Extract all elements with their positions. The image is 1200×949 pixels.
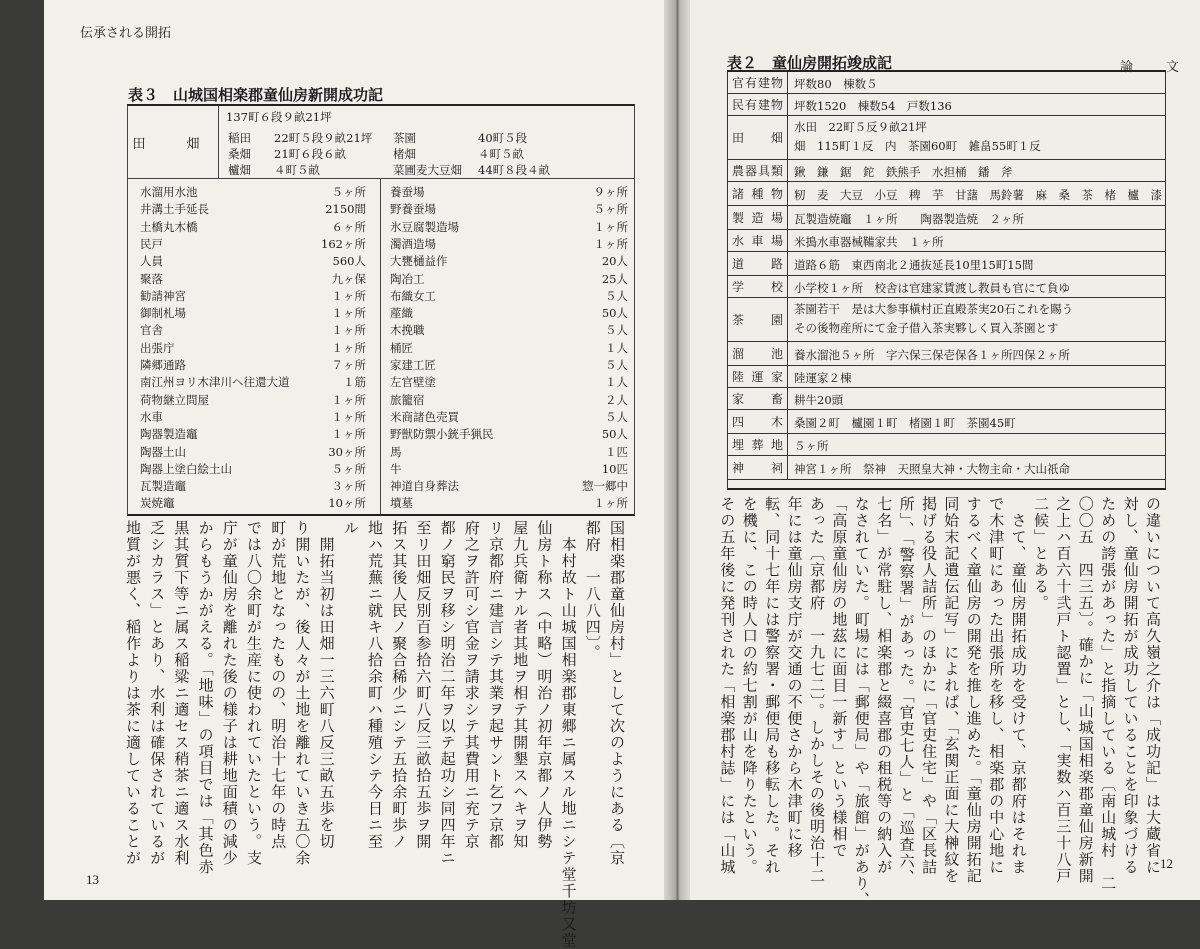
table2-row [728, 456, 1165, 480]
crop-value: 22町５段９畝21坪 [274, 131, 373, 145]
table3-item-value: １ヶ所 [593, 496, 628, 511]
table3-item-value: １筋 [343, 375, 366, 390]
table2-row-value: 水田 22町５反９畝21坪 [794, 120, 927, 134]
table3-item-name: 隣郷通路 [140, 358, 186, 372]
table2-row [728, 276, 1165, 298]
page-number-left: 13 [86, 872, 99, 887]
table3-item-value: 50人 [601, 306, 628, 321]
table2-row-key-text: 陸運家 [732, 370, 783, 384]
table3-item-value: 30ヶ所 [328, 444, 366, 459]
table3-item-name: 荷物継立問屋 [140, 392, 209, 407]
table2-row [728, 206, 1165, 230]
table2-row-value: 坪数1520 棟数54 戸数136 [794, 99, 952, 113]
body-text-column: り開いたが、後人々が土地を離れていき五〇余 [293, 520, 312, 867]
table3-item-name: 水溜用水池 [140, 185, 198, 199]
table2-row-key [728, 72, 788, 93]
body-text-column: 所」、「警察署」があった。「官吏七人」と「巡査六、 [897, 496, 916, 886]
table3-item-name: 陶冶工 [390, 271, 425, 286]
table2-row-value: 茶園若干 是は大参事槇村正直殿茶実20石これを賜う [794, 302, 1074, 316]
table3-item-name: 家建工匠 [390, 358, 436, 372]
table2-row-value: 陸運家２棟 [794, 371, 852, 385]
table2-row-key-text: 四 木 [732, 415, 783, 429]
table3-item-value: 20人 [601, 254, 628, 269]
table2-row-key-text: 農器具類 [732, 164, 783, 178]
body-text-column: あった〔京都府 一九七二〕。しかしその後明治十二 [808, 496, 826, 885]
table3-item-name: 墳墓 [390, 496, 413, 511]
table2-row-key-text: 埋葬地 [732, 438, 783, 452]
table3-item-value: ５人 [605, 358, 628, 372]
table2-row [728, 230, 1165, 252]
body-text-column: 庁が童仙房を離れた後の様子は耕地面積の減少 [220, 520, 239, 867]
table2-row [728, 366, 1165, 388]
table3-item-name: 勧請神宮 [140, 288, 186, 303]
table3-item-value: 九ヶ保 [331, 271, 366, 286]
table3-item-name: 人員 [140, 254, 163, 269]
table3-item-name: 井溝土手延長 [140, 202, 209, 217]
table3-item-value: ９ヶ所 [593, 185, 628, 199]
crop-value: 21町６段６畝 [274, 147, 347, 161]
body-text-column: 開拓当初は田畑一三六町八反三畝五歩を切 [317, 520, 336, 850]
table2-row-key [728, 182, 788, 205]
table3-item-value: １人 [605, 340, 628, 355]
body-text-column: 同姶末記遺伝記写」によれば、「玄関正面に大榊紋を [942, 496, 961, 885]
table3-field-total: 137町６段９畝21坪 [226, 110, 332, 124]
table2-row [728, 160, 1165, 182]
table2-row-value: 桑園２町 櫨園１町 楮園１町 茶園45町 [794, 416, 1016, 430]
table2-row-key [728, 230, 788, 251]
table3-item-value: 2150間 [325, 202, 366, 217]
table2-row [728, 94, 1165, 116]
running-head-right: 論 文 [1120, 60, 1190, 75]
table2-row-key-text: 家 畜 [732, 392, 783, 406]
body-text-column: 国相楽郡童仙房村」として次のようにある〔京 [608, 520, 626, 867]
table3-item-value: １匹 [605, 444, 628, 459]
table2-row-key [728, 116, 788, 159]
body-text-column: なされていた。町場には「郵便局」や「旅館」があり、 [852, 496, 871, 909]
table3-item-value: ５人 [605, 288, 628, 303]
table3-item-name: 馬 [390, 444, 402, 459]
table2 [727, 70, 1166, 490]
table2-row-value: 籾 麦 大豆 小豆 稗 芋 甘藷 馬鈴薯 麻 桑 茶 楮 櫨 漆 [794, 188, 1162, 202]
table2-row [728, 116, 1165, 160]
crop-value: ４町５畝 [274, 163, 320, 177]
table3-item-name: 陶器上塗白絵土山 [140, 461, 232, 476]
table2-row-value: 坪数80 棟数５ [794, 77, 878, 91]
table2-row-key-text: 民有建物 [732, 98, 783, 112]
table3-item-name: 大甕樋益作 [390, 254, 448, 269]
table2-row-key [728, 388, 788, 409]
table3-item-value: ５ヶ所 [593, 202, 628, 217]
body-text-column: 七名」が常駐し、相楽郡と綴喜郡の租税等の納入が [875, 496, 894, 876]
body-text-column: 掲げる役人詰所」のほかに「官吏住宅」や「区長詰 [920, 496, 938, 876]
table3-item-value: １ヶ所 [331, 323, 366, 338]
body-text-column: 黒其質下等ニ属ス稲粱ニ適セス稍茶ニ適ス水利 [172, 520, 191, 867]
table2-row [728, 434, 1165, 456]
body-text-column: 乏シカラス」とあり、水利は確保されているが [148, 520, 167, 867]
table3-item-name: 牛 [390, 461, 402, 476]
body-text-column: 都ノ窮民ヲ移シ明治二年ヲ以テ起功シ同四年ニ [438, 520, 457, 867]
table3-item-name: 米商諸色売買 [390, 409, 459, 424]
table2-row-value: 小学校１ヶ所 校舎は官建家賃渡し教員も官にて負ゆ [794, 281, 1070, 295]
table2-row-key-text: 学 校 [732, 280, 783, 294]
table3-item-value: ７ヶ所 [331, 358, 366, 372]
table3-item-value: 50人 [601, 427, 628, 442]
table2-row [728, 252, 1165, 276]
table3-item-value: 25人 [601, 271, 628, 286]
table2-row-key-text: 茶 園 [732, 313, 783, 327]
table2-row-key-text: 道 路 [732, 257, 783, 271]
table3-item-name: 養蚕場 [390, 185, 425, 199]
table2-row-key [728, 206, 788, 229]
table3-item-name: 瓦製造竈 [140, 479, 186, 494]
table2-row-key-text: 水車場 [732, 234, 783, 248]
table2-row-value: 瓦製造焼竈 １ヶ所 陶器製造焼 ２ヶ所 [794, 212, 1024, 226]
table3-divider [380, 178, 381, 514]
table3-item-value: 162ヶ所 [321, 236, 366, 251]
body-text-column: では八〇余町が生産に使われていたという。支 [245, 520, 263, 867]
body-text-column: 仙房ト称ス（中略）明治ノ初年京都ノ人伊勢 [535, 520, 554, 850]
body-text-column: 地ハ荒蕪ニ就キ八拾余町ハ種殖シテ今日ニ至 [366, 520, 384, 850]
table3-item-value: 10匹 [601, 461, 628, 476]
table2-row-value: 耕牛20頭 [794, 393, 844, 407]
table3-item-name: 水車 [140, 409, 163, 424]
body-text-column: 至リ田畑反別百参拾六町八反三畝拾五歩ヲ開 [414, 520, 433, 850]
table3-field-label: 田 畑 [128, 106, 219, 178]
body-text-column: 府之ヲ許可シ官金ヲ請求シテ其費用ニ充テ京 [462, 520, 481, 850]
body-text-column: ル [341, 520, 360, 537]
table2-row-value: 鍬 鎌 鋸 鉈 鉄熊手 水担桶 鐇 斧 [794, 165, 1013, 179]
table2-row [728, 342, 1165, 366]
table3-item-value: 560人 [332, 254, 366, 269]
body-text-column: 対し、童仙房開拓が成功していることを印象づける [1121, 496, 1140, 876]
table3-item-value: １ヶ所 [331, 306, 366, 321]
table2-row [728, 410, 1165, 434]
table3-item-value: ５人 [605, 409, 628, 424]
body-text-column: 町が荒地となったものの、明治十七年の時点 [269, 520, 288, 850]
crop-name: 茶園 [393, 131, 416, 145]
body-text-column: するべく童仙房の開発を推し進めた。「童仙房開拓記 [964, 496, 983, 885]
body-text-column: 年には童仙房支庁が交通の不便さから木津町に移 [785, 496, 804, 859]
table2-title: 表２ 童仙房開拓竣成記 [727, 54, 893, 72]
table3-item-name: 濁酒造場 [390, 236, 436, 251]
table3 [127, 104, 635, 516]
table3-item-name: 民戸 [140, 236, 163, 251]
table3-item-name: 御制札場 [140, 306, 186, 321]
body-text-column: その五年後に発刊された「相楽郡村誌」には「山城 [718, 496, 737, 876]
table3-item-name: 布織女工 [390, 288, 436, 303]
body-text-column: で木津町にあった出張所を移し、相楽郡の中心地に [987, 496, 1006, 876]
table2-row-value: 道路６筋 東西南北２通抜延長10里15町15間 [794, 258, 1034, 272]
table3-item-value: １ヶ所 [331, 392, 366, 407]
crop-value: ４町５畝 [478, 147, 524, 161]
table3-item-name: 旅籠宿 [390, 392, 425, 407]
table3-item-value: ３ヶ所 [331, 479, 366, 494]
table3-item-name: 陶器製造竈 [140, 427, 198, 442]
table3-item-value: ５人 [605, 323, 628, 338]
table3-item-value: １ヶ所 [593, 236, 628, 251]
table3-item-value: ５ヶ所 [331, 185, 366, 199]
table2-row-value: ５ヶ所 [794, 439, 829, 453]
table2-row-value: 神宮１ヶ所 祭神 天照皇大神・大物主命・大山祇命 [794, 462, 1070, 476]
table3-field-row [128, 106, 634, 179]
table3-item-name: 神道自身葬法 [390, 479, 459, 494]
body-text-column: 拓ス其後人民ノ聚合稀少ニシテ五拾余町歩ノ [390, 520, 409, 850]
table2-row-value: その後物産所にて金子借入茶実夥しく買入茶園とす [794, 321, 1059, 335]
body-text-column: の違いについて高久嶺之介は「成功記」は大蔵省に [1144, 496, 1162, 876]
table3-item-value: ５ヶ所 [331, 461, 366, 476]
table2-row-key [728, 410, 788, 433]
table2-row-key-text: 製造場 [732, 211, 783, 225]
table2-row-key-text: 諸種物 [732, 187, 783, 201]
page-number-right: 12 [1160, 856, 1173, 871]
table3-item-name: 出張庁 [140, 340, 175, 355]
table2-row-key-text: 神 祠 [732, 461, 783, 475]
table3-item-value: ６ヶ所 [331, 219, 366, 234]
table3-item-name: 聚落 [140, 271, 163, 286]
body-text-column: 之上ハ百六十弐戸ト認置」とし、「実数ハ百三十八戸 [1054, 496, 1073, 885]
table2-row-key-text: 溜 池 [732, 347, 783, 361]
table2-row-key [728, 94, 788, 115]
table3-item-value: １ヶ所 [331, 340, 366, 355]
crop-value: 44町８段４畝 [478, 163, 551, 177]
body-text-column: 転、同十七年には警察署・郵便局も移転した。それ [763, 496, 782, 876]
crop-name: 桑畑 [228, 147, 251, 161]
table3-item-name: 南江州ヨリ木津川ヘ往還大道 [140, 375, 290, 390]
table3-item-name: 官舎 [140, 323, 163, 338]
table3-item-name: 炭焼竈 [140, 496, 175, 511]
body-text-column: 屋九兵衛ナル者其地ヲ相テ其開墾スヘキヲ知 [511, 520, 530, 850]
table2-row-value: 養水溜池５ヶ所 字六保三保壱保各１ヶ所四保２ヶ所 [794, 348, 1070, 362]
table3-item-value: １ヶ所 [331, 409, 366, 424]
table3-title: 表３ 山城国相楽郡童仙房新開成功記 [128, 86, 384, 104]
body-text-column: 本村故ト山城国相楽郡東郷ニ属スル地ニシテ堂千坊又堂 [559, 520, 578, 949]
table3-item-name: 木挽職 [390, 323, 425, 338]
table3-item-name: 野獣防禦小銃手猟民 [390, 427, 494, 442]
table2-row-key [728, 252, 788, 275]
table2-row-key [728, 434, 788, 455]
table3-item-name: 蓙織 [390, 306, 413, 321]
body-text-column: リ京都府ニ建言シテ其業ヲ起サント乞フ京都 [487, 520, 505, 850]
crop-name: 楮畑 [393, 147, 416, 161]
body-text-column: ための誇張があった」と指摘している〔南山城村 二 [1099, 496, 1118, 892]
table3-item-value: １ヶ所 [593, 219, 628, 234]
running-head-left: 伝承される開拓 [80, 26, 172, 41]
body-text-column: 〇〇五 四三五〕。確かに「山城国相楽郡童仙房新開 [1076, 496, 1095, 885]
body-text-column: 「高原童仙房の地茲に面目一新す」という様相で [830, 496, 849, 859]
table2-row [728, 182, 1165, 206]
table3-item-value: １ヶ所 [331, 288, 366, 303]
table3-item-value: ２人 [605, 392, 628, 407]
table3-item-value: １人 [605, 375, 628, 390]
book-gutter [664, 0, 690, 900]
table3-item-value: 10ヶ所 [328, 496, 366, 511]
table3-item-value: 惣一郷中 [582, 479, 628, 494]
table2-row-value: 米搗水車器械鞴家共 １ヶ所 [794, 235, 944, 249]
crop-name: 菜圃麦大豆畑 [393, 163, 462, 177]
body-text-column: 都府 一八八四〕。 [583, 520, 602, 661]
table3-item-name: 土橋丸木橋 [140, 219, 198, 234]
table3-item-name: 氷豆腐製造場 [390, 219, 459, 234]
crop-name: 稲田 [228, 131, 251, 145]
table3-item-name: 野養蚕場 [390, 202, 436, 217]
table2-row [728, 388, 1165, 410]
body-text-column: からもうかがえる。「地味」の項目では「其色赤 [196, 520, 215, 876]
table2-row-key [728, 342, 788, 365]
table3-item-value: １ヶ所 [331, 427, 366, 442]
table2-row-value: 畑 115町１反 内 茶園60町 雑畠55町１反 [794, 139, 1041, 153]
table2-row [728, 298, 1165, 342]
table3-item-name: 桶匠 [390, 340, 413, 355]
table2-row-key [728, 456, 788, 479]
table2-row-key [728, 160, 788, 181]
body-text-column: 二候」とある。 [1032, 496, 1050, 612]
body-text-column: 地質が悪く、稲作よりは茶に適していることが [124, 520, 142, 867]
body-text-column: さて、童仙房開拓成功を受けて、京都府はそれま [1009, 496, 1028, 876]
table3-item-name: 陶器土山 [140, 444, 186, 459]
table2-row-key [728, 298, 788, 341]
crop-value: 40町５段 [478, 131, 528, 145]
crop-name: 櫨畑 [228, 163, 251, 177]
table2-row-key [728, 276, 788, 297]
table2-row-key [728, 366, 788, 387]
table3-item-name: 左官壁塗 [390, 375, 436, 390]
body-text-column: を機に、この時人口の約七割が山を降りたという。 [740, 496, 759, 876]
table2-row-key-text: 官有建物 [732, 76, 783, 90]
table2-row [728, 72, 1165, 94]
table2-row-key-text: 田 畑 [732, 131, 783, 145]
